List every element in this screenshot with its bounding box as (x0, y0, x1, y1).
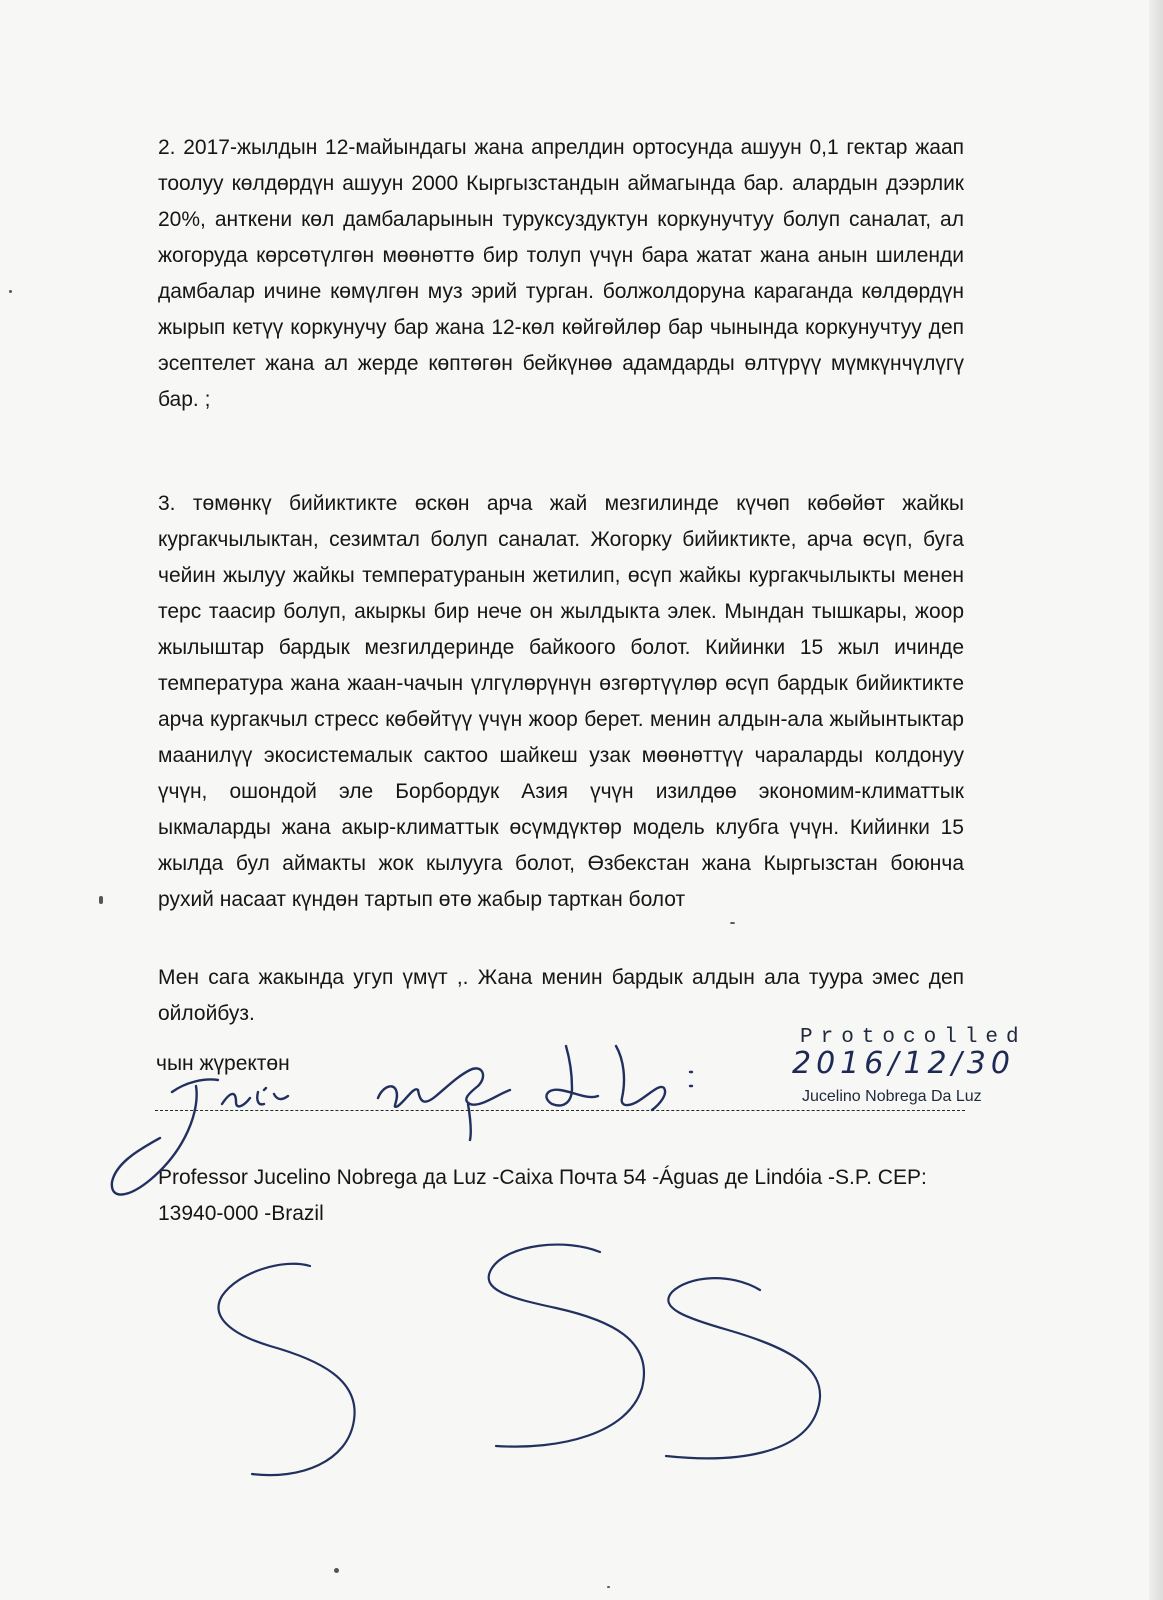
paragraph-2: 2. 2017-жылдын 12-майындагы жана апрелдин ортосунда ашуун 0,1 гектар жаап тоолуу көлдөрдүн ашуун 2000 Кыргызстандын аймагында бар. алардын дээрлик 20%, анткени көл дамбаларынын туруксуздуктун коркунучтуу болуп саналат, ал жогоруда көрсөтүлгөн мөөнөттө бир толуп үчүн бара жатат жана анын шиленди дамбалар ичине көмүлгөн муз эрий турган. болжолдоруна караганда көлдөрдүн жырып кетүү коркунучу бар жана 12-көл көйгөйлөр бар чынында коркунучтуу деп эсептелет жана ал жерде көптөгөн бейкүнөө адамдарды өлтүрүү мүмкүнчүлүгү бар. ; (158, 136, 964, 411)
paragraph-3: 3. төмөнкү бийиктикте өскөн арча жай мезгилинде күчөп көбөйөт жайкы кургакчылыктан, сезимтал болуп саналат. Жогорку бийиктикте, арча өсүп, буга чейин жылуу жайкы температуранын жетилип, өсүп жайкы кургакчылыкты менен терс таасир болуп, акыркы бир нече он жылдыкта элек. Мындан тышкары, жоор жылыштар бардык мезгилдеринде байкоого болот. Кийинки 15 жыл ичинде температура жана жаан-чачын үлгүлөрүнүн өзгөртүүлөр өсүп бардык бийиктикте арча кургакчыл стресс көбөйтүү үчүн жоор берет. менин алдын-ала жыйынтыктар маанилүү экосистемалык сактоо шайкеш узак мөөнөттүү чараларды колдонуу үчүн, ошондой эле Борбордук Азия үчүн изилдөө экономим-климаттык ыкмаларды жана акыр-климаттык өсүмдүктөр модель клубга үчүн. Кийинки 15 жылда бул аймакты жок кылууга болот, Өзбекстан жана Кыргызстан боюнча рухий насаат күндөн тартып өтө жабыр тарткан болот (158, 492, 964, 911)
stamp-handwritten-date: 2016/12/30 (792, 1046, 1015, 1081)
signature-stroke-initials (222, 1088, 288, 1106)
signature-stroke-dots (690, 1072, 692, 1086)
stamp-title: Protocolled (800, 1026, 1027, 1049)
signature-stroke-tail (616, 1046, 665, 1110)
speck (9, 290, 12, 293)
closing-salutation: чын жүректөн (156, 1052, 290, 1075)
speck (607, 1586, 610, 1588)
signature-swirl-middle (489, 1245, 644, 1447)
signature-dashed-line (155, 1110, 965, 1111)
signature-swirl-left (219, 1264, 355, 1475)
sender-address: Professor Jucelino Nobrega да Luz -Caixa Почта 54 -Águas де Lindóia -S.P. CEP: 13940-000 -Brazil (158, 1166, 927, 1225)
stamp-name: Jucelino Nobrega Da Luz (802, 1088, 982, 1105)
speck (99, 896, 103, 904)
paragraph-closing-remark: Мен сага жакында угуп үмүт ,. Жана менин бардык алдын ала туура эмес деп ойлойбуз. (158, 966, 964, 1025)
scan-edge-shadow (1149, 0, 1163, 1600)
speck (334, 1568, 339, 1573)
signature-stroke-mark (546, 1046, 598, 1105)
signature-swirl-right (666, 1278, 820, 1458)
protocol-stamp (792, 1026, 1027, 1105)
signature-stroke-name (378, 1068, 510, 1140)
speck (730, 922, 735, 924)
